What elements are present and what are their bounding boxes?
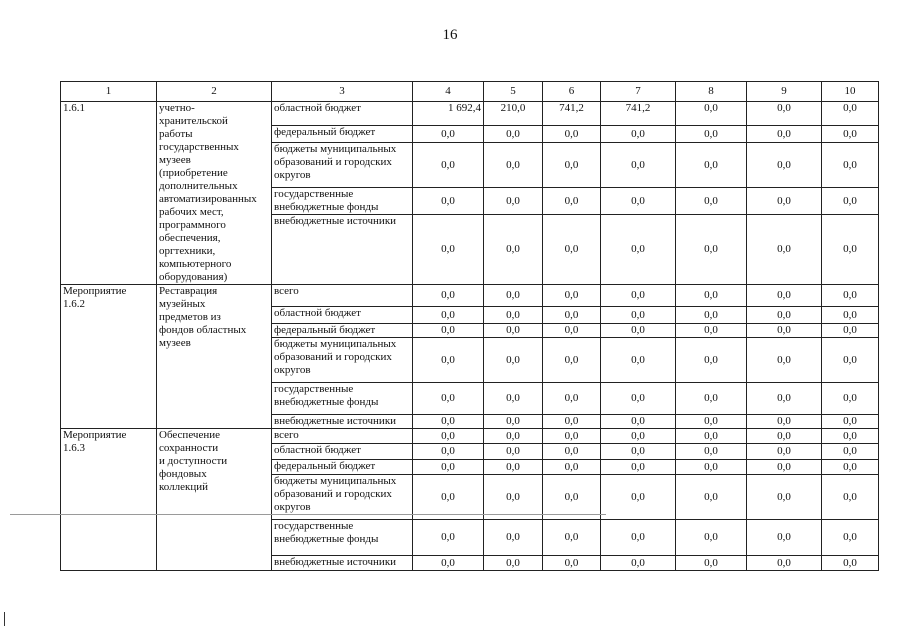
column-header: 9	[747, 82, 822, 102]
value-cell: 0,0	[413, 556, 484, 571]
value-cell: 0,0	[543, 460, 601, 475]
funding-source-cell: областной бюджет	[272, 307, 413, 324]
value-cell: 0,0	[601, 143, 676, 188]
value-cell: 0,0	[822, 444, 879, 460]
value-cell: 0,0	[747, 307, 822, 324]
value-cell: 0,0	[676, 102, 747, 126]
funding-source-cell: федеральный бюджет	[272, 324, 413, 338]
value-cell: 0,0	[676, 429, 747, 444]
value-cell: 0,0	[601, 126, 676, 143]
value-cell: 0,0	[676, 460, 747, 475]
value-cell: 0,0	[676, 520, 747, 556]
table-row	[61, 429, 879, 444]
value-cell: 0,0	[747, 102, 822, 126]
value-cell: 0,0	[484, 324, 543, 338]
value-cell: 0,0	[676, 338, 747, 383]
value-cell: 0,0	[484, 215, 543, 285]
value-cell: 0,0	[543, 475, 601, 520]
value-cell: 0,0	[543, 143, 601, 188]
value-cell: 0,0	[747, 215, 822, 285]
value-cell: 0,0	[543, 556, 601, 571]
value-cell: 0,0	[413, 307, 484, 324]
value-cell: 0,0	[822, 556, 879, 571]
funding-source-cell: внебюджетные источники	[272, 556, 413, 571]
value-cell: 0,0	[601, 460, 676, 475]
column-header: 3	[272, 82, 413, 102]
value-cell: 0,0	[747, 556, 822, 571]
value-cell: 0,0	[413, 338, 484, 383]
value-cell: 0,0	[484, 460, 543, 475]
value-cell: 0,0	[676, 556, 747, 571]
scan-artifact-line	[10, 514, 606, 515]
funding-source-cell: бюджеты муниципальных образований и городских округов	[272, 475, 413, 520]
value-cell: 0,0	[601, 444, 676, 460]
value-cell: 0,0	[484, 143, 543, 188]
value-cell: 210,0	[484, 102, 543, 126]
value-cell: 0,0	[822, 324, 879, 338]
value-cell: 0,0	[484, 415, 543, 429]
measure-description: Обеспечение сохранности и доступности фондовых коллекций	[157, 429, 272, 571]
value-cell: 0,0	[676, 324, 747, 338]
funding-source-cell: областной бюджет	[272, 444, 413, 460]
funding-source-cell: федеральный бюджет	[272, 126, 413, 143]
value-cell: 0,0	[484, 520, 543, 556]
value-cell: 0,0	[676, 126, 747, 143]
value-cell: 0,0	[484, 475, 543, 520]
column-header: 8	[676, 82, 747, 102]
value-cell: 0,0	[543, 307, 601, 324]
value-cell: 0,0	[822, 143, 879, 188]
value-cell: 0,0	[543, 338, 601, 383]
value-cell: 0,0	[822, 460, 879, 475]
funding-source-cell: областной бюджет	[272, 102, 413, 126]
column-header: 7	[601, 82, 676, 102]
value-cell: 0,0	[676, 215, 747, 285]
value-cell: 0,0	[601, 556, 676, 571]
value-cell: 0,0	[601, 475, 676, 520]
value-cell: 0,0	[484, 188, 543, 215]
value-cell: 0,0	[601, 415, 676, 429]
funding-source-cell: всего	[272, 285, 413, 307]
value-cell: 0,0	[747, 460, 822, 475]
column-header: 10	[822, 82, 879, 102]
value-cell: 0,0	[543, 383, 601, 415]
value-cell: 741,2	[601, 102, 676, 126]
column-header: 4	[413, 82, 484, 102]
value-cell: 1 692,4	[413, 102, 484, 126]
value-cell: 0,0	[747, 324, 822, 338]
funding-source-cell: государственные внебюджетные фонды	[272, 520, 413, 556]
value-cell: 0,0	[413, 444, 484, 460]
value-cell: 0,0	[413, 429, 484, 444]
value-cell: 0,0	[484, 338, 543, 383]
value-cell: 0,0	[676, 188, 747, 215]
value-cell: 0,0	[601, 520, 676, 556]
table-row	[61, 285, 879, 307]
value-cell: 0,0	[822, 429, 879, 444]
funding-source-cell: всего	[272, 429, 413, 444]
measure-description: Реставрация музейных предметов из фондов областных музеев	[157, 285, 272, 429]
value-cell: 0,0	[601, 215, 676, 285]
value-cell: 0,0	[676, 415, 747, 429]
value-cell: 0,0	[747, 143, 822, 188]
value-cell: 0,0	[747, 188, 822, 215]
value-cell: 0,0	[413, 520, 484, 556]
value-cell: 0,0	[601, 383, 676, 415]
value-cell: 0,0	[601, 324, 676, 338]
value-cell: 0,0	[676, 383, 747, 415]
budget-table	[60, 81, 879, 571]
value-cell: 0,0	[601, 285, 676, 307]
value-cell: 0,0	[413, 188, 484, 215]
value-cell: 741,2	[543, 102, 601, 126]
value-cell: 0,0	[543, 285, 601, 307]
value-cell: 0,0	[543, 215, 601, 285]
value-cell: 0,0	[601, 188, 676, 215]
value-cell: 0,0	[747, 338, 822, 383]
column-header: 1	[61, 82, 157, 102]
value-cell: 0,0	[543, 126, 601, 143]
value-cell: 0,0	[747, 415, 822, 429]
value-cell: 0,0	[484, 285, 543, 307]
value-cell: 0,0	[822, 307, 879, 324]
funding-source-cell: внебюджетные источники	[272, 215, 413, 285]
scan-margin-mark	[4, 612, 5, 626]
value-cell: 0,0	[822, 126, 879, 143]
value-cell: 0,0	[822, 520, 879, 556]
funding-source-cell: государственные внебюджетные фонды	[272, 188, 413, 215]
value-cell: 0,0	[747, 383, 822, 415]
value-cell: 0,0	[747, 285, 822, 307]
value-cell: 0,0	[484, 444, 543, 460]
value-cell: 0,0	[413, 143, 484, 188]
measure-number: Мероприятие 1.6.3	[61, 429, 157, 571]
column-header: 6	[543, 82, 601, 102]
value-cell: 0,0	[822, 383, 879, 415]
value-cell: 0,0	[484, 126, 543, 143]
value-cell: 0,0	[413, 460, 484, 475]
value-cell: 0,0	[601, 338, 676, 383]
value-cell: 0,0	[676, 143, 747, 188]
value-cell: 0,0	[543, 429, 601, 444]
page-number: 16	[442, 27, 458, 43]
funding-source-cell: внебюджетные источники	[272, 415, 413, 429]
value-cell: 0,0	[822, 285, 879, 307]
value-cell: 0,0	[676, 285, 747, 307]
table-row	[61, 102, 879, 126]
value-cell: 0,0	[413, 383, 484, 415]
value-cell: 0,0	[484, 429, 543, 444]
column-header-row	[61, 82, 879, 102]
column-header: 2	[157, 82, 272, 102]
value-cell: 0,0	[543, 415, 601, 429]
value-cell: 0,0	[676, 475, 747, 520]
funding-source-cell: бюджеты муниципальных образований и городских округов	[272, 143, 413, 188]
value-cell: 0,0	[484, 556, 543, 571]
value-cell: 0,0	[413, 215, 484, 285]
value-cell: 0,0	[543, 444, 601, 460]
value-cell: 0,0	[822, 475, 879, 520]
value-cell: 0,0	[543, 324, 601, 338]
value-cell: 0,0	[822, 415, 879, 429]
value-cell: 0,0	[747, 520, 822, 556]
value-cell: 0,0	[413, 415, 484, 429]
value-cell: 0,0	[543, 520, 601, 556]
measure-number: 1.6.1	[61, 102, 157, 285]
value-cell: 0,0	[543, 188, 601, 215]
value-cell: 0,0	[484, 383, 543, 415]
value-cell: 0,0	[601, 307, 676, 324]
value-cell: 0,0	[413, 324, 484, 338]
value-cell: 0,0	[601, 429, 676, 444]
funding-source-cell: бюджеты муниципальных образований и городских округов	[272, 338, 413, 383]
value-cell: 0,0	[413, 475, 484, 520]
funding-source-cell: федеральный бюджет	[272, 460, 413, 475]
value-cell: 0,0	[747, 126, 822, 143]
value-cell: 0,0	[822, 188, 879, 215]
value-cell: 0,0	[413, 285, 484, 307]
value-cell: 0,0	[484, 307, 543, 324]
value-cell: 0,0	[747, 429, 822, 444]
value-cell: 0,0	[676, 307, 747, 324]
value-cell: 0,0	[413, 126, 484, 143]
value-cell: 0,0	[676, 444, 747, 460]
value-cell: 0,0	[747, 444, 822, 460]
measure-number: Мероприятие 1.6.2	[61, 285, 157, 429]
value-cell: 0,0	[822, 102, 879, 126]
column-header: 5	[484, 82, 543, 102]
value-cell: 0,0	[822, 338, 879, 383]
value-cell: 0,0	[747, 475, 822, 520]
value-cell: 0,0	[822, 215, 879, 285]
measure-description: учетно- хранительской работы государственных музеев (приобретение дополнительных автоматизированных рабочих мест, программного обеспечения, оргтехники, компьютерного оборудования)	[157, 102, 272, 285]
funding-source-cell: государственные внебюджетные фонды	[272, 383, 413, 415]
